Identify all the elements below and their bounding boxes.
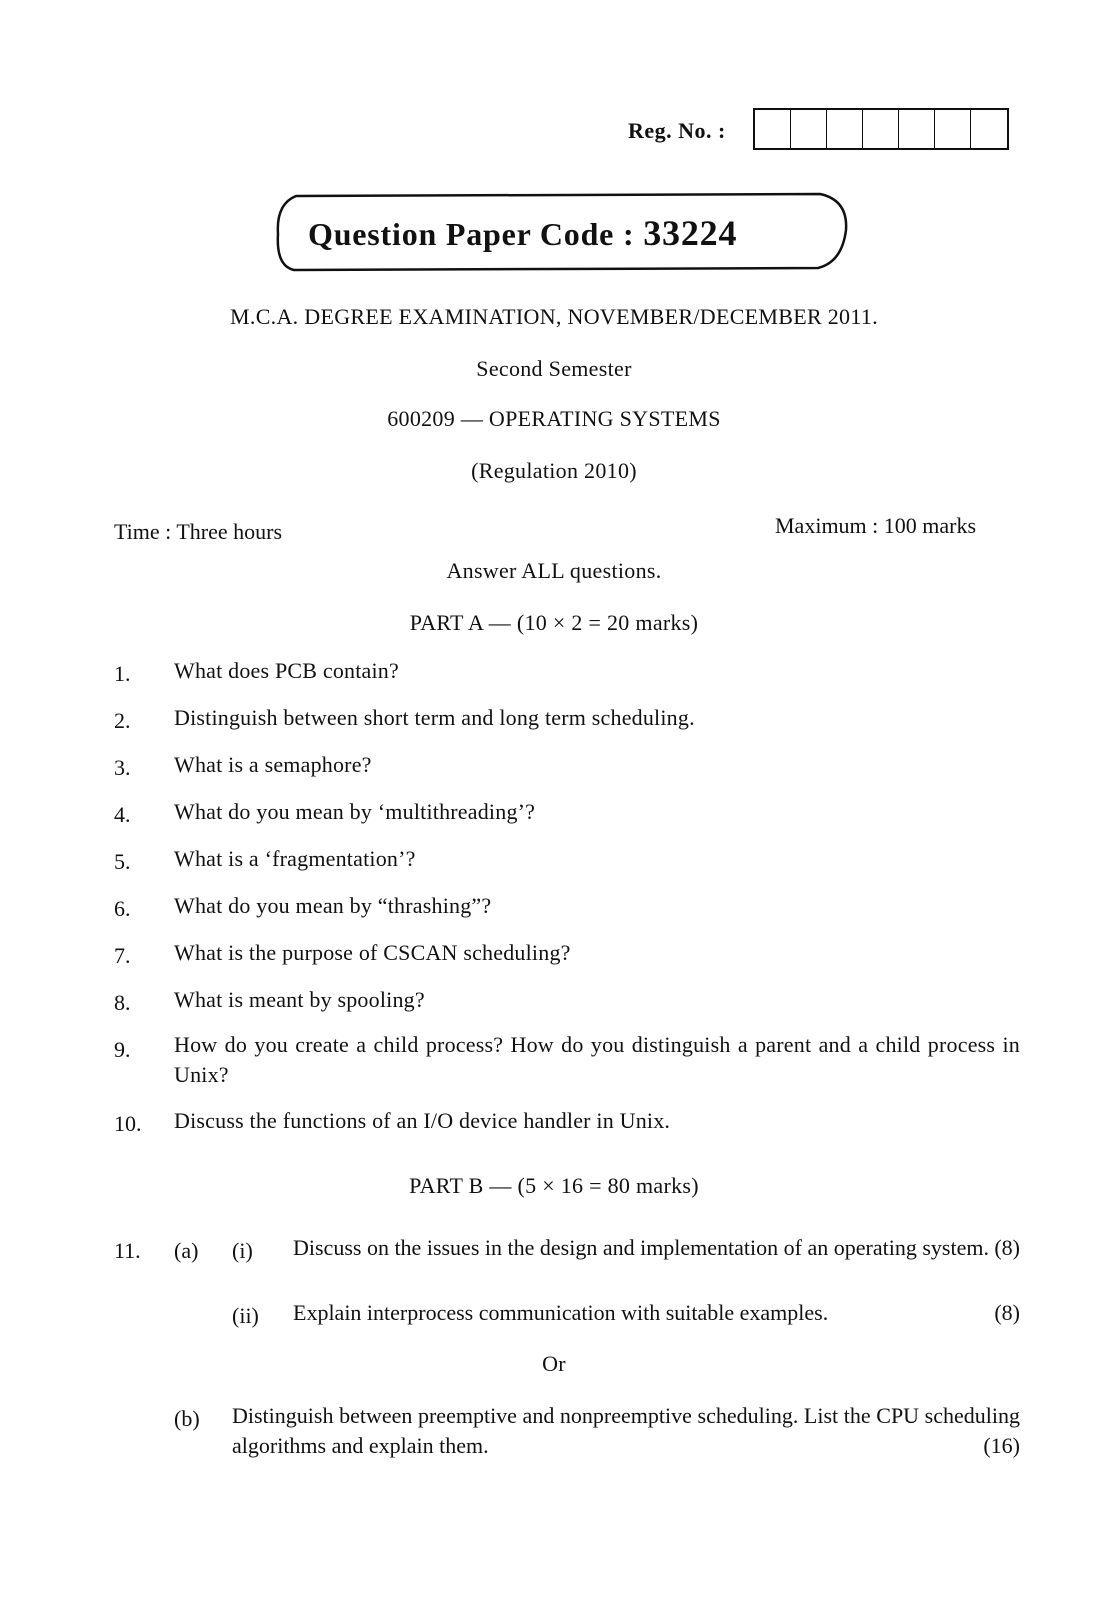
question-text: What is meant by spooling?: [174, 987, 425, 1012]
question-paper-code-banner: [272, 190, 854, 276]
question-number: 5.: [114, 849, 131, 874]
sub-part-body: Explain interprocess communication with suitable examples.: [293, 1300, 829, 1325]
question-number: 3.: [114, 755, 131, 780]
option-b-body: Distinguish between preemptive and nonpreemptive scheduling. List the CPU scheduling algorithms and explain them.: [232, 1403, 1020, 1458]
option-a-label: (a): [174, 1238, 199, 1263]
reg-no-box[interactable]: [827, 110, 863, 148]
question-text: What do you mean by ‘multithreading’?: [174, 799, 536, 824]
sub-part-text: [293, 1233, 1020, 1263]
qpc-code: 33224: [643, 213, 738, 253]
question-number: 4.: [114, 802, 131, 827]
question-number: 7.: [114, 943, 131, 968]
sub-part-text: [293, 1298, 1020, 1328]
reg-no-box[interactable]: [971, 110, 1007, 148]
marks: (16): [983, 1433, 1020, 1458]
exam-title: M.C.A. DEGREE EXAMINATION, NOVEMBER/DECEMBER 2011.: [230, 304, 878, 329]
question-text: What is a semaphore?: [174, 752, 372, 777]
question-number: 2.: [114, 708, 131, 733]
semester: Second Semester: [476, 356, 632, 381]
question-text: How do you create a child process? How do you distinguish a parent and a child process in Unix?: [174, 1032, 1020, 1087]
regulation: (Regulation 2010): [471, 458, 637, 483]
question-number: 6.: [114, 896, 131, 921]
or-divider: Or: [542, 1351, 566, 1376]
question-text: What is a ‘fragmentation’?: [174, 846, 416, 871]
question-text: What does PCB contain?: [174, 658, 399, 683]
reg-no-box[interactable]: [863, 110, 899, 148]
question-text: What do you mean by “thrashing”?: [174, 893, 492, 918]
reg-no-box[interactable]: [755, 110, 791, 148]
sub-part-label: (i): [232, 1238, 253, 1263]
question-number: 1.: [114, 661, 131, 686]
question-number: 11.: [114, 1238, 141, 1263]
question-text: Discuss the functions of an I/O device handler in Unix.: [174, 1108, 671, 1133]
question-text: What is the purpose of CSCAN scheduling?: [174, 940, 571, 965]
question-paper-code: [308, 212, 737, 254]
part-b-heading: PART B — (5 × 16 = 80 marks): [409, 1173, 699, 1198]
part-a-heading: PART A — (10 × 2 = 20 marks): [409, 610, 699, 635]
question-text: Distinguish between short term and long term scheduling.: [174, 705, 695, 730]
reg-no-label: Reg. No. :: [628, 118, 726, 143]
sub-part-body: Discuss on the issues in the design and implementation of an operating system.: [293, 1235, 989, 1260]
reg-no-box[interactable]: [935, 110, 971, 148]
reg-no-box[interactable]: [791, 110, 827, 148]
qpc-label: Question Paper Code :: [308, 216, 635, 252]
option-b-label: (b): [174, 1406, 200, 1431]
sub-part-label: (ii): [232, 1303, 259, 1328]
option-b-text: [232, 1401, 1020, 1461]
maximum-marks: Maximum : 100 marks: [775, 513, 977, 538]
question-number: 10.: [114, 1111, 142, 1136]
marks: (8): [994, 1235, 1020, 1260]
marks: (8): [994, 1300, 1020, 1325]
instruction: Answer ALL questions.: [446, 558, 662, 583]
reg-no-boxes: [753, 108, 1009, 150]
time-allowed: Time : Three hours: [114, 519, 283, 544]
subject-title: 600209 — OPERATING SYSTEMS: [387, 406, 721, 431]
question-number: 9.: [114, 1037, 131, 1062]
reg-no-box[interactable]: [899, 110, 935, 148]
question-number: 8.: [114, 990, 131, 1015]
